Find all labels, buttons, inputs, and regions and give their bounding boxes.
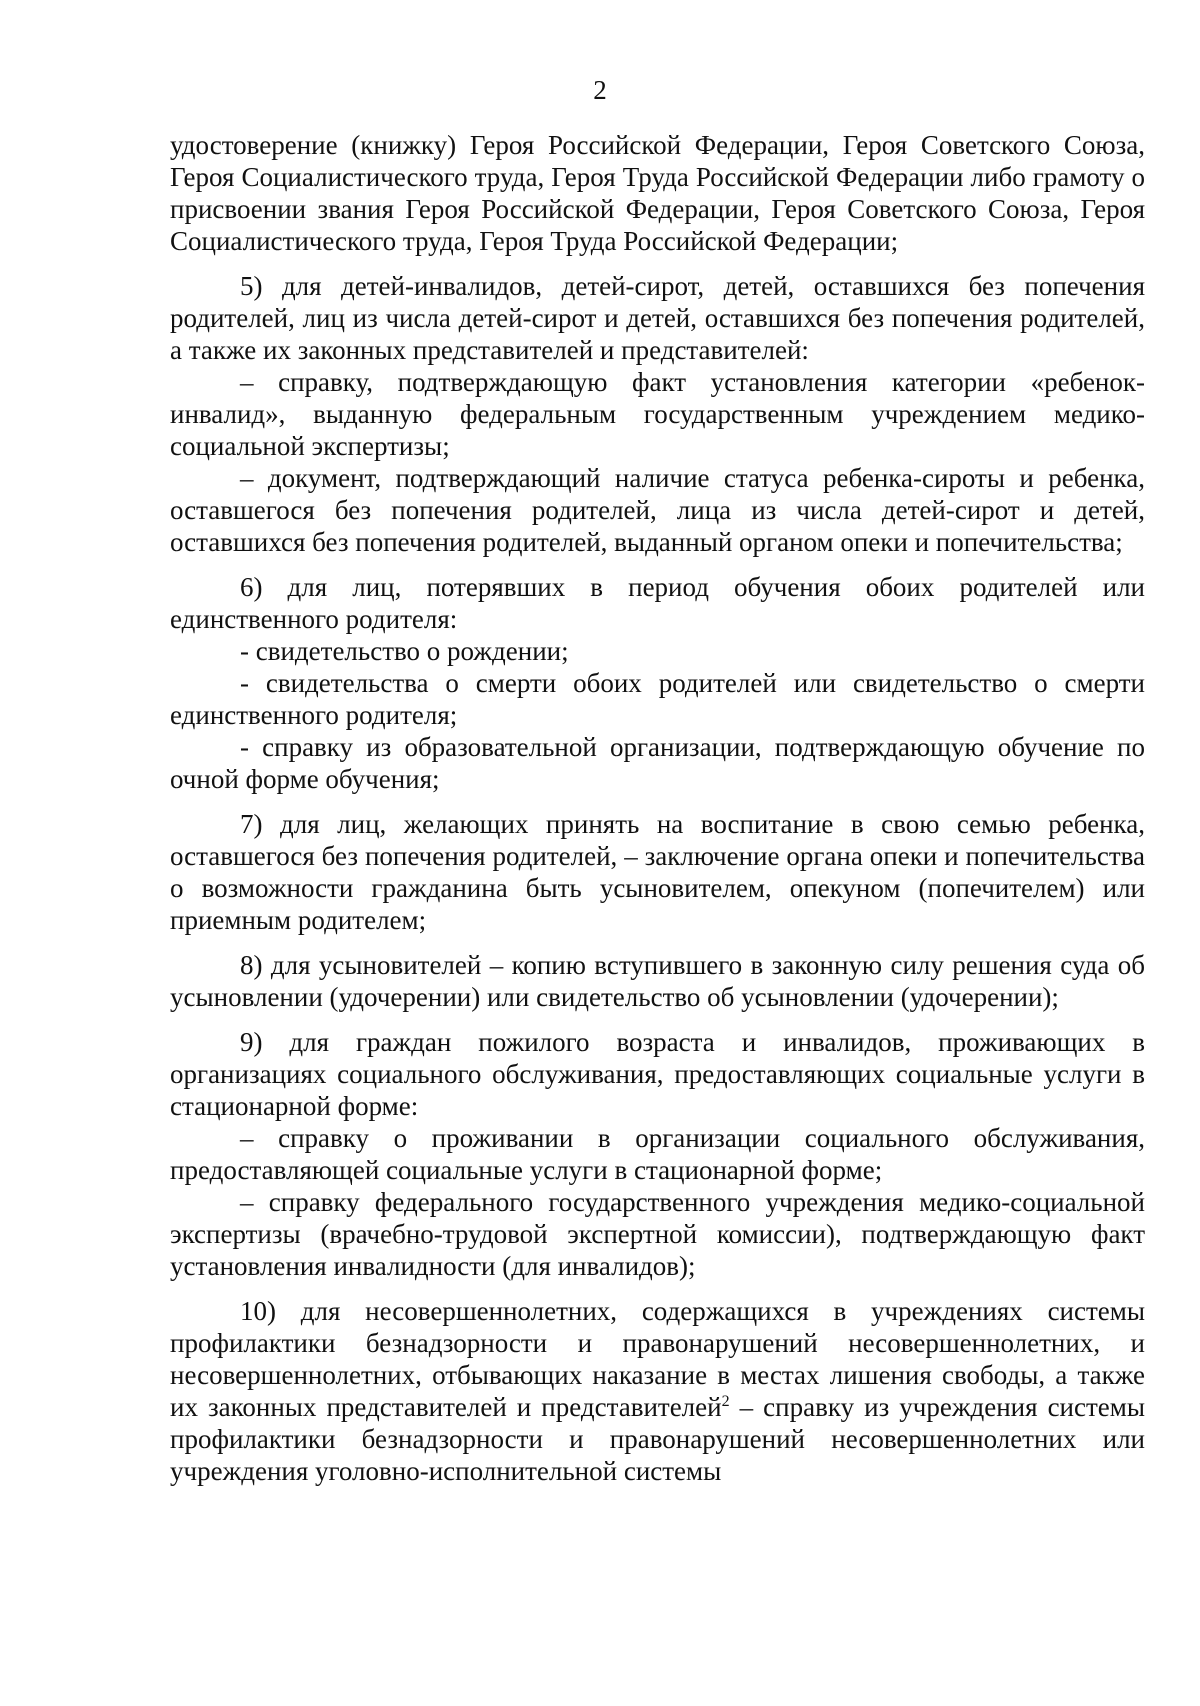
paragraph-item-8: 8) для усыновителей – копию вступившего в законную силу решения суда об усыновлении (удочерении) или свидетельство об усыновлении (удочерении); bbox=[170, 950, 1145, 1012]
paragraph-item-6-birth-certificate: - свидетельство о рождении; bbox=[240, 636, 569, 666]
paragraph-item-5-orphan-status-document: – документ, подтверждающий наличие статуса ребенка-сироты и ребенка, оставшегося без попечения родителей, лица из числа детей-сирот и детей, оставшихся без попечения родителей, выданный органом опеки и попечительства; bbox=[170, 463, 1145, 557]
footnote-reference: 2 bbox=[721, 1393, 730, 1410]
paragraph-item-9-residence-certificate: – справку о проживании в организации социального обслуживания, предоставляющей социальные услуги в стационарной форме; bbox=[170, 1123, 1145, 1185]
paragraph-item-6-death-certificates: - свидетельства о смерти обоих родителей или свидетельство о смерти единственного родителя; bbox=[170, 668, 1145, 730]
paragraph-hero-certificate: удостоверение (книжку) Героя Российской Федерации, Героя Советского Союза, Героя Социалистического труда, Героя Труда Российской Федерации либо грамоту о присвоении звания Героя Российской Федерации, Героя Советского Союза, Героя Социалистического труда, Героя Труда Российской Федерации; bbox=[170, 130, 1145, 256]
paragraph-item-5: 5) для детей-инвалидов, детей-сирот, детей, оставшихся без попечения родителей, лиц из числа детей-сирот и детей, оставшихся без попечения родителей, а также их законных представителей и представителей: bbox=[170, 271, 1145, 365]
paragraph-item-5-disability-certificate: – справку, подтверждающую факт установления категории «ребенок-инвалид», выданную федеральным государственным учреждением медико-социальной экспертизы; bbox=[170, 367, 1145, 461]
paragraph-item-6-study-certificate: - справку из образовательной организации, подтверждающую обучение по очной форме обучения; bbox=[170, 732, 1145, 794]
document-body bbox=[170, 129, 1145, 1487]
page-number: 2 bbox=[593, 75, 607, 105]
paragraph-item-10-continuation: – справку из учреждения системы профилактики безнадзорности и правонарушений несовершеннолетних или учреждения уголовно-исполнительной системы bbox=[170, 1392, 1145, 1486]
paragraph-item-10 bbox=[170, 1295, 1145, 1487]
paragraph-item-10-text: 10) для несовершеннолетних, содержащихся в учреждениях системы профилактики безнадзорности и правонарушений несовершеннолетних, и несовершеннолетних, отбывающих наказание в местах лишения свободы, а также их законных представителей и представителей bbox=[170, 1296, 1145, 1422]
paragraph-item-7: 7) для лиц, желающих принять на воспитание в свою семью ребенка, оставшегося без попечения родителей, – заключение органа опеки и попечительства о возможности гражданина быть усыновителем, опекуном (попечителем) или приемным родителем; bbox=[170, 809, 1145, 935]
paragraph-item-9: 9) для граждан пожилого возраста и инвалидов, проживающих в организациях социального обслуживания, предоставляющих социальные услуги в стационарной форме: bbox=[170, 1027, 1145, 1121]
paragraph-item-9-disability-certificate: – справку федерального государственного учреждения медико-социальной экспертизы (врачебно-трудовой экспертной комиссии), подтверждающую факт установления инвалидности (для инвалидов); bbox=[170, 1187, 1145, 1281]
paragraph-item-6: 6) для лиц, потерявших в период обучения обоих родителей или единственного родителя: bbox=[170, 572, 1145, 634]
